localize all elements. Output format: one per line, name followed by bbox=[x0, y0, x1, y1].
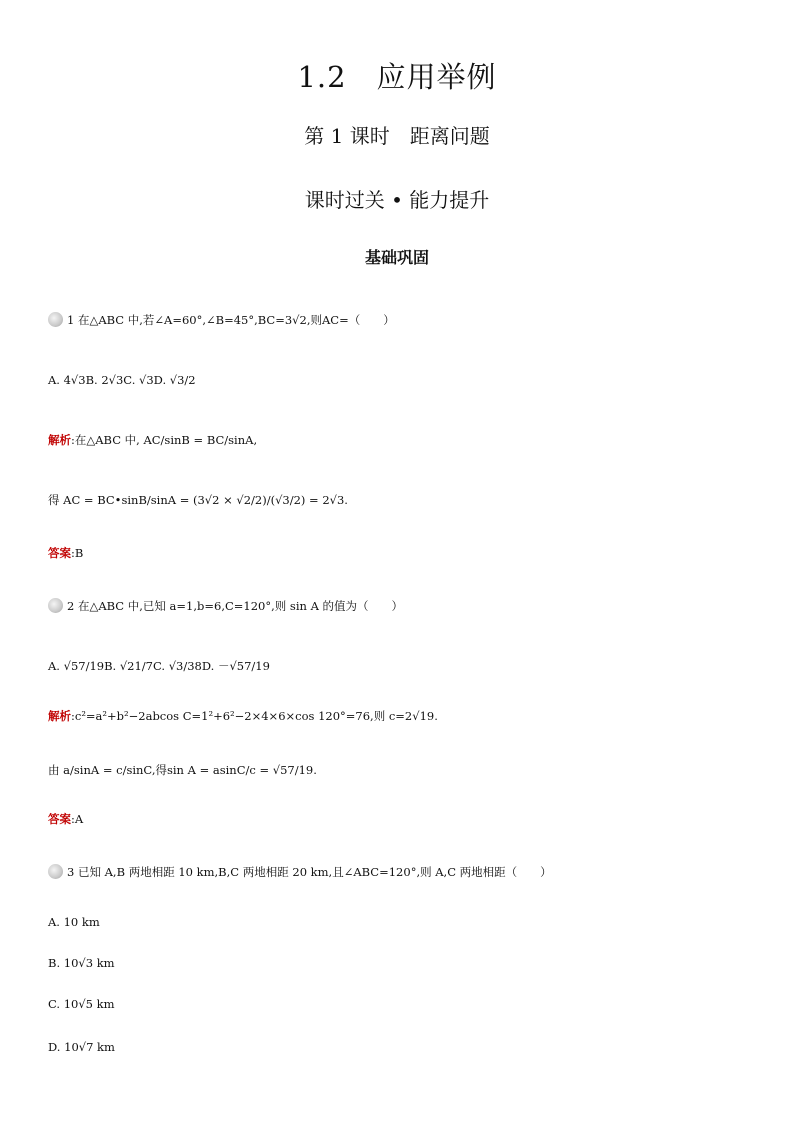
analysis-text: :在△ABC 中, AC/sinB = BC/sinA, bbox=[71, 433, 258, 447]
analysis-text: :c²=a²+b²−2abcos C=1²+6²−2×4×6×cos 120°=76,则 c=2√19. bbox=[71, 709, 438, 723]
question-2-answer bbox=[48, 811, 83, 827]
question-1 bbox=[48, 312, 395, 329]
answer-text: :A bbox=[71, 812, 84, 826]
subsection-heading: 基础巩固 bbox=[364, 248, 429, 267]
analysis-label: 解析 bbox=[48, 433, 71, 447]
question-2 bbox=[48, 598, 403, 615]
answer-label: 答案 bbox=[48, 812, 71, 826]
question-3-option-b: B. 10√3 km bbox=[48, 956, 115, 970]
question-1-stem: 1 在△ABC 中,若∠A=60°,∠B=45°,BC=3√2,则AC=（ ） bbox=[67, 313, 395, 327]
question-2-stem: 2 在△ABC 中,已知 a=1,b=6,C=120°,则 sin A 的值为（ ） bbox=[67, 599, 404, 613]
answer-text: :B bbox=[71, 546, 84, 560]
page-title: 1.2 应用举例 bbox=[297, 60, 497, 94]
question-1-analysis-line-2: 得 AC = BC•sinB/sinA = (3√2 × √2/2)/(√3/2) = 2√3. bbox=[48, 493, 348, 507]
question-2-analysis-line-2: 由 a/sinA = c/sinC,得sin A = asinC/c = √57/19. bbox=[48, 763, 317, 777]
question-1-options: A. 4√3B. 2√3C. √3D. √3/2 bbox=[48, 373, 196, 387]
question-3-stem: 3 已知 A,B 两地相距 10 km,B,C 两地相距 20 km,且∠ABC=120°,则 A,C 两地相距（ ） bbox=[67, 865, 552, 879]
question-2-analysis-line-1 bbox=[48, 708, 438, 724]
answer-label: 答案 bbox=[48, 546, 71, 560]
question-1-answer bbox=[48, 545, 83, 561]
analysis-label: 解析 bbox=[48, 709, 71, 723]
question-bullet-icon bbox=[48, 598, 63, 613]
section-heading: 课时过关 • 能力提升 bbox=[304, 188, 490, 212]
question-bullet-icon bbox=[48, 864, 63, 879]
lesson-subtitle: 第 1 课时 距离问题 bbox=[304, 124, 490, 148]
question-3 bbox=[48, 864, 552, 881]
question-1-analysis-line-1 bbox=[48, 432, 257, 448]
question-bullet-icon bbox=[48, 312, 63, 327]
question-3-option-c: C. 10√5 km bbox=[48, 997, 115, 1011]
question-3-option-a: A. 10 km bbox=[48, 915, 100, 929]
question-3-option-d: D. 10√7 km bbox=[48, 1040, 115, 1054]
question-2-options: A. √57/19B. √21/7C. √3/38D. －√57/19 bbox=[48, 659, 270, 673]
